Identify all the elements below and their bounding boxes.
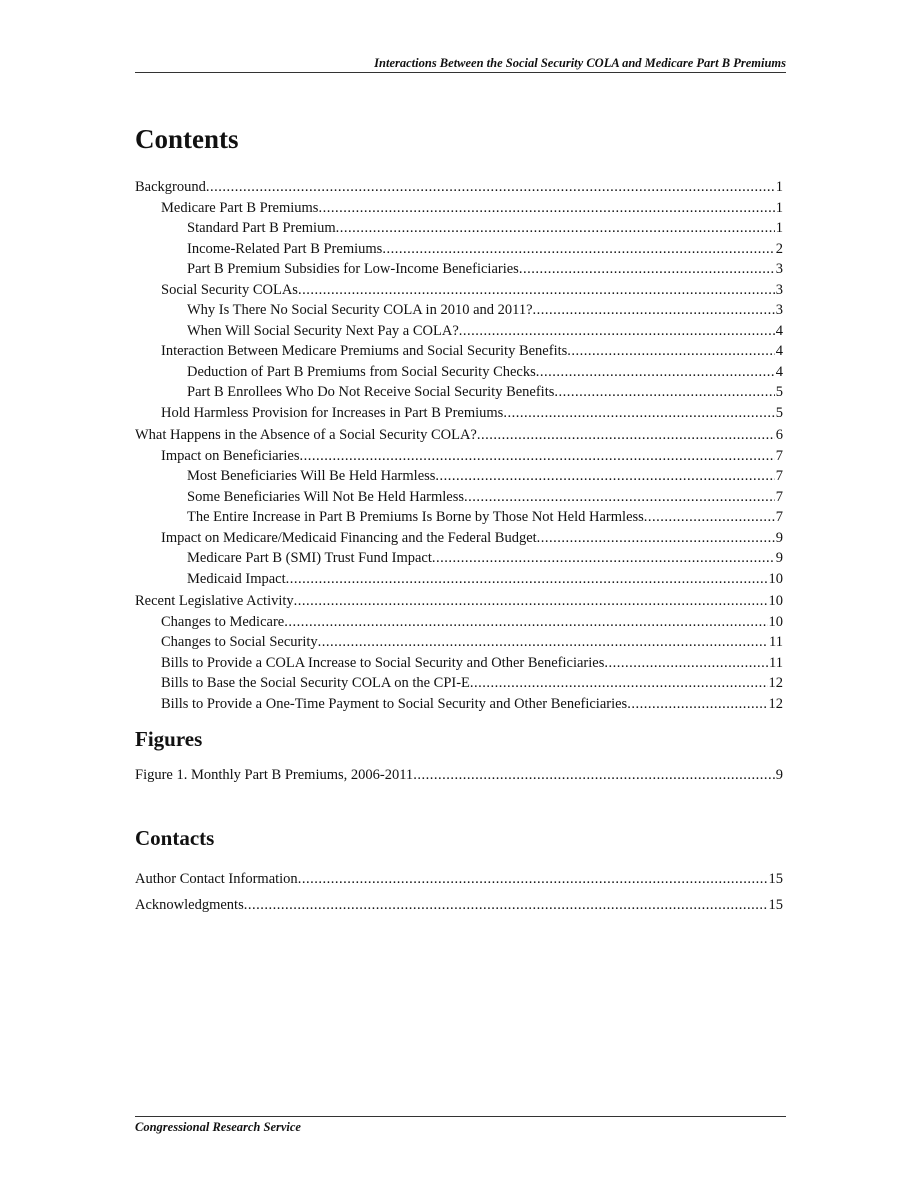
toc-entry-page: 4 [775, 322, 783, 339]
toc-entry-page: 15 [768, 871, 783, 887]
footer-rule [135, 1116, 786, 1117]
toc-entry[interactable] [135, 507, 783, 528]
toc-entry-page: 11 [769, 654, 783, 671]
toc-leader-dots [298, 280, 775, 301]
toc-entry-page: 12 [768, 675, 783, 691]
toc-entry-page: 7 [775, 488, 783, 505]
toc-leader-dots [537, 528, 775, 549]
toc-entry[interactable] [135, 341, 783, 362]
toc-entry[interactable] [135, 382, 783, 403]
toc-entry-page: 7 [775, 468, 783, 484]
header-rule [135, 72, 786, 73]
toc-entry[interactable] [135, 694, 783, 715]
toc-entry-page: 1 [775, 179, 783, 195]
toc-entry-page: 5 [775, 404, 783, 421]
toc-entry[interactable] [135, 177, 783, 198]
contents-heading: Contents [135, 124, 239, 154]
toc-entry-page: 4 [775, 363, 783, 380]
toc-entry-page: 10 [768, 593, 783, 609]
toc-entry-title: Figure 1. Monthly Part B Premiums, 2006-2011 [135, 767, 414, 783]
toc-entry[interactable] [135, 892, 783, 918]
toc-leader-dots [300, 446, 775, 467]
toc-entry-title: Changes to Medicare [161, 613, 285, 630]
toc-entry-page: 12 [768, 695, 783, 712]
toc-entry-title: Bills to Provide a COLA Increase to Social Security and Other Beneficiaries [161, 654, 605, 671]
toc-entry[interactable] [135, 528, 783, 549]
toc-entry-title: Some Beneficiaries Will Not Be Held Harmless [187, 488, 465, 505]
toc-entry[interactable] [135, 653, 783, 674]
toc-leader-dots [336, 218, 775, 239]
toc-leader-dots [413, 765, 775, 786]
toc-entry[interactable] [135, 765, 783, 786]
toc-leader-dots [244, 892, 768, 918]
toc-leader-dots [286, 569, 768, 590]
toc-entry-page: 10 [768, 570, 783, 587]
toc-leader-dots [567, 341, 774, 362]
toc-entry-title: Medicare Part B Premiums [161, 199, 319, 216]
toc-entry-title: Most Beneficiaries Will Be Held Harmless [187, 468, 436, 484]
toc-leader-dots [298, 866, 768, 892]
toc-entry[interactable] [135, 591, 783, 612]
toc-entry[interactable] [135, 612, 783, 633]
toc-entry-title: Interaction Between Medicare Premiums and Social Security Benefits [161, 343, 568, 359]
toc-entry-title: Author Contact Information [135, 871, 298, 887]
figures-heading: Figures [135, 727, 203, 751]
contents-list [135, 177, 783, 714]
toc-entry-page: 10 [768, 613, 783, 630]
toc-leader-dots [604, 653, 768, 674]
toc-entry-title: Medicare Part B (SMI) Trust Fund Impact [187, 550, 432, 566]
toc-entry-title: Changes to Social Security [161, 634, 318, 650]
toc-entry-page: 9 [775, 550, 783, 566]
toc-entry[interactable] [135, 466, 783, 487]
toc-leader-dots [627, 694, 767, 715]
toc-entry[interactable] [135, 403, 783, 424]
toc-entry-title: Part B Premium Subsidies for Low-Income Beneficiaries [187, 261, 519, 277]
toc-entry-page: 15 [768, 897, 783, 913]
toc-entry[interactable] [135, 632, 783, 653]
toc-entry-title: Medicaid Impact [187, 570, 286, 587]
toc-entry[interactable] [135, 198, 783, 219]
toc-entry-title: Standard Part B Premium [187, 220, 336, 236]
toc-entry-title: Bills to Provide a One-Time Payment to Social Security and Other Beneficiaries [161, 695, 628, 712]
toc-entry-page: 7 [775, 447, 783, 464]
toc-entry[interactable] [135, 218, 783, 239]
toc-entry[interactable] [135, 280, 783, 301]
toc-entry-page: 11 [769, 634, 783, 650]
toc-entry-title: Income-Related Part B Premiums [187, 240, 383, 257]
toc-entry[interactable] [135, 362, 783, 383]
toc-entry-title: Bills to Base the Social Security COLA on the CPI-E [161, 675, 470, 691]
toc-entry-page: 5 [775, 384, 783, 400]
toc-leader-dots [284, 612, 767, 633]
toc-entry-page: 1 [775, 199, 783, 216]
toc-leader-dots [294, 591, 768, 612]
toc-entry[interactable] [135, 239, 783, 260]
toc-entry-page: 9 [775, 767, 783, 783]
contacts-list [135, 866, 783, 918]
figures-list [135, 765, 783, 786]
toc-entry-title: What Happens in the Absence of a Social Security COLA? [135, 427, 477, 443]
toc-leader-dots [318, 198, 774, 219]
toc-entry[interactable] [135, 487, 783, 508]
contacts-heading: Contacts [135, 826, 215, 850]
toc-entry-title: Social Security COLAs [161, 281, 298, 298]
toc-leader-dots [464, 487, 775, 508]
toc-leader-dots [519, 259, 775, 280]
toc-entry[interactable] [135, 446, 783, 467]
toc-entry-page: 4 [775, 343, 783, 359]
toc-entry-page: 2 [775, 240, 783, 257]
toc-entry[interactable] [135, 673, 783, 694]
toc-leader-dots [206, 177, 775, 198]
toc-entry-page: 3 [775, 261, 783, 277]
toc-leader-dots [477, 425, 775, 446]
toc-entry-page: 7 [775, 509, 783, 525]
toc-entry[interactable] [135, 569, 783, 590]
toc-entry-title: When Will Social Security Next Pay a COLA? [187, 322, 459, 339]
toc-leader-dots [536, 362, 775, 383]
toc-leader-dots [470, 673, 768, 694]
toc-entry[interactable] [135, 321, 783, 342]
toc-entry[interactable] [135, 259, 783, 280]
toc-entry-title: Background [135, 179, 206, 195]
running-header: Interactions Between the Social Security COLA and Medicare Part B Premiums [374, 56, 786, 70]
toc-entry-title: Why Is There No Social Security COLA in 2010 and 2011? [187, 302, 533, 318]
toc-entry-page: 9 [775, 529, 783, 546]
toc-entry-page: 3 [775, 281, 783, 298]
toc-entry[interactable] [135, 548, 783, 569]
toc-entry-title: Part B Enrollees Who Do Not Receive Social Security Benefits [187, 384, 555, 400]
toc-entry-title: The Entire Increase in Part B Premiums Is Borne by Those Not Held Harmless [187, 509, 644, 525]
toc-entry-page: 3 [775, 302, 783, 318]
toc-entry-title: Deduction of Part B Premiums from Social Security Checks [187, 363, 536, 380]
toc-leader-dots [554, 382, 774, 403]
toc-leader-dots [382, 239, 774, 260]
toc-entry-title: Impact on Medicare/Medicaid Financing and the Federal Budget [161, 529, 537, 546]
toc-leader-dots [503, 403, 774, 424]
toc-leader-dots [435, 466, 774, 487]
running-footer: Congressional Research Service [135, 1120, 301, 1134]
toc-leader-dots [459, 321, 775, 342]
toc-entry-page: 6 [775, 427, 783, 443]
toc-entry[interactable] [135, 425, 783, 446]
toc-leader-dots [533, 300, 775, 321]
toc-entry[interactable] [135, 300, 783, 321]
toc-entry-page: 1 [775, 220, 783, 236]
toc-leader-dots [644, 507, 775, 528]
toc-leader-dots [318, 632, 768, 653]
toc-entry[interactable] [135, 866, 783, 892]
toc-entry-title: Impact on Beneficiaries [161, 447, 300, 464]
toc-leader-dots [432, 548, 775, 569]
toc-entry-title: Recent Legislative Activity [135, 593, 294, 609]
toc-entry-title: Hold Harmless Provision for Increases in Part B Premiums [161, 404, 504, 421]
toc-entry-title: Acknowledgments [135, 897, 244, 913]
